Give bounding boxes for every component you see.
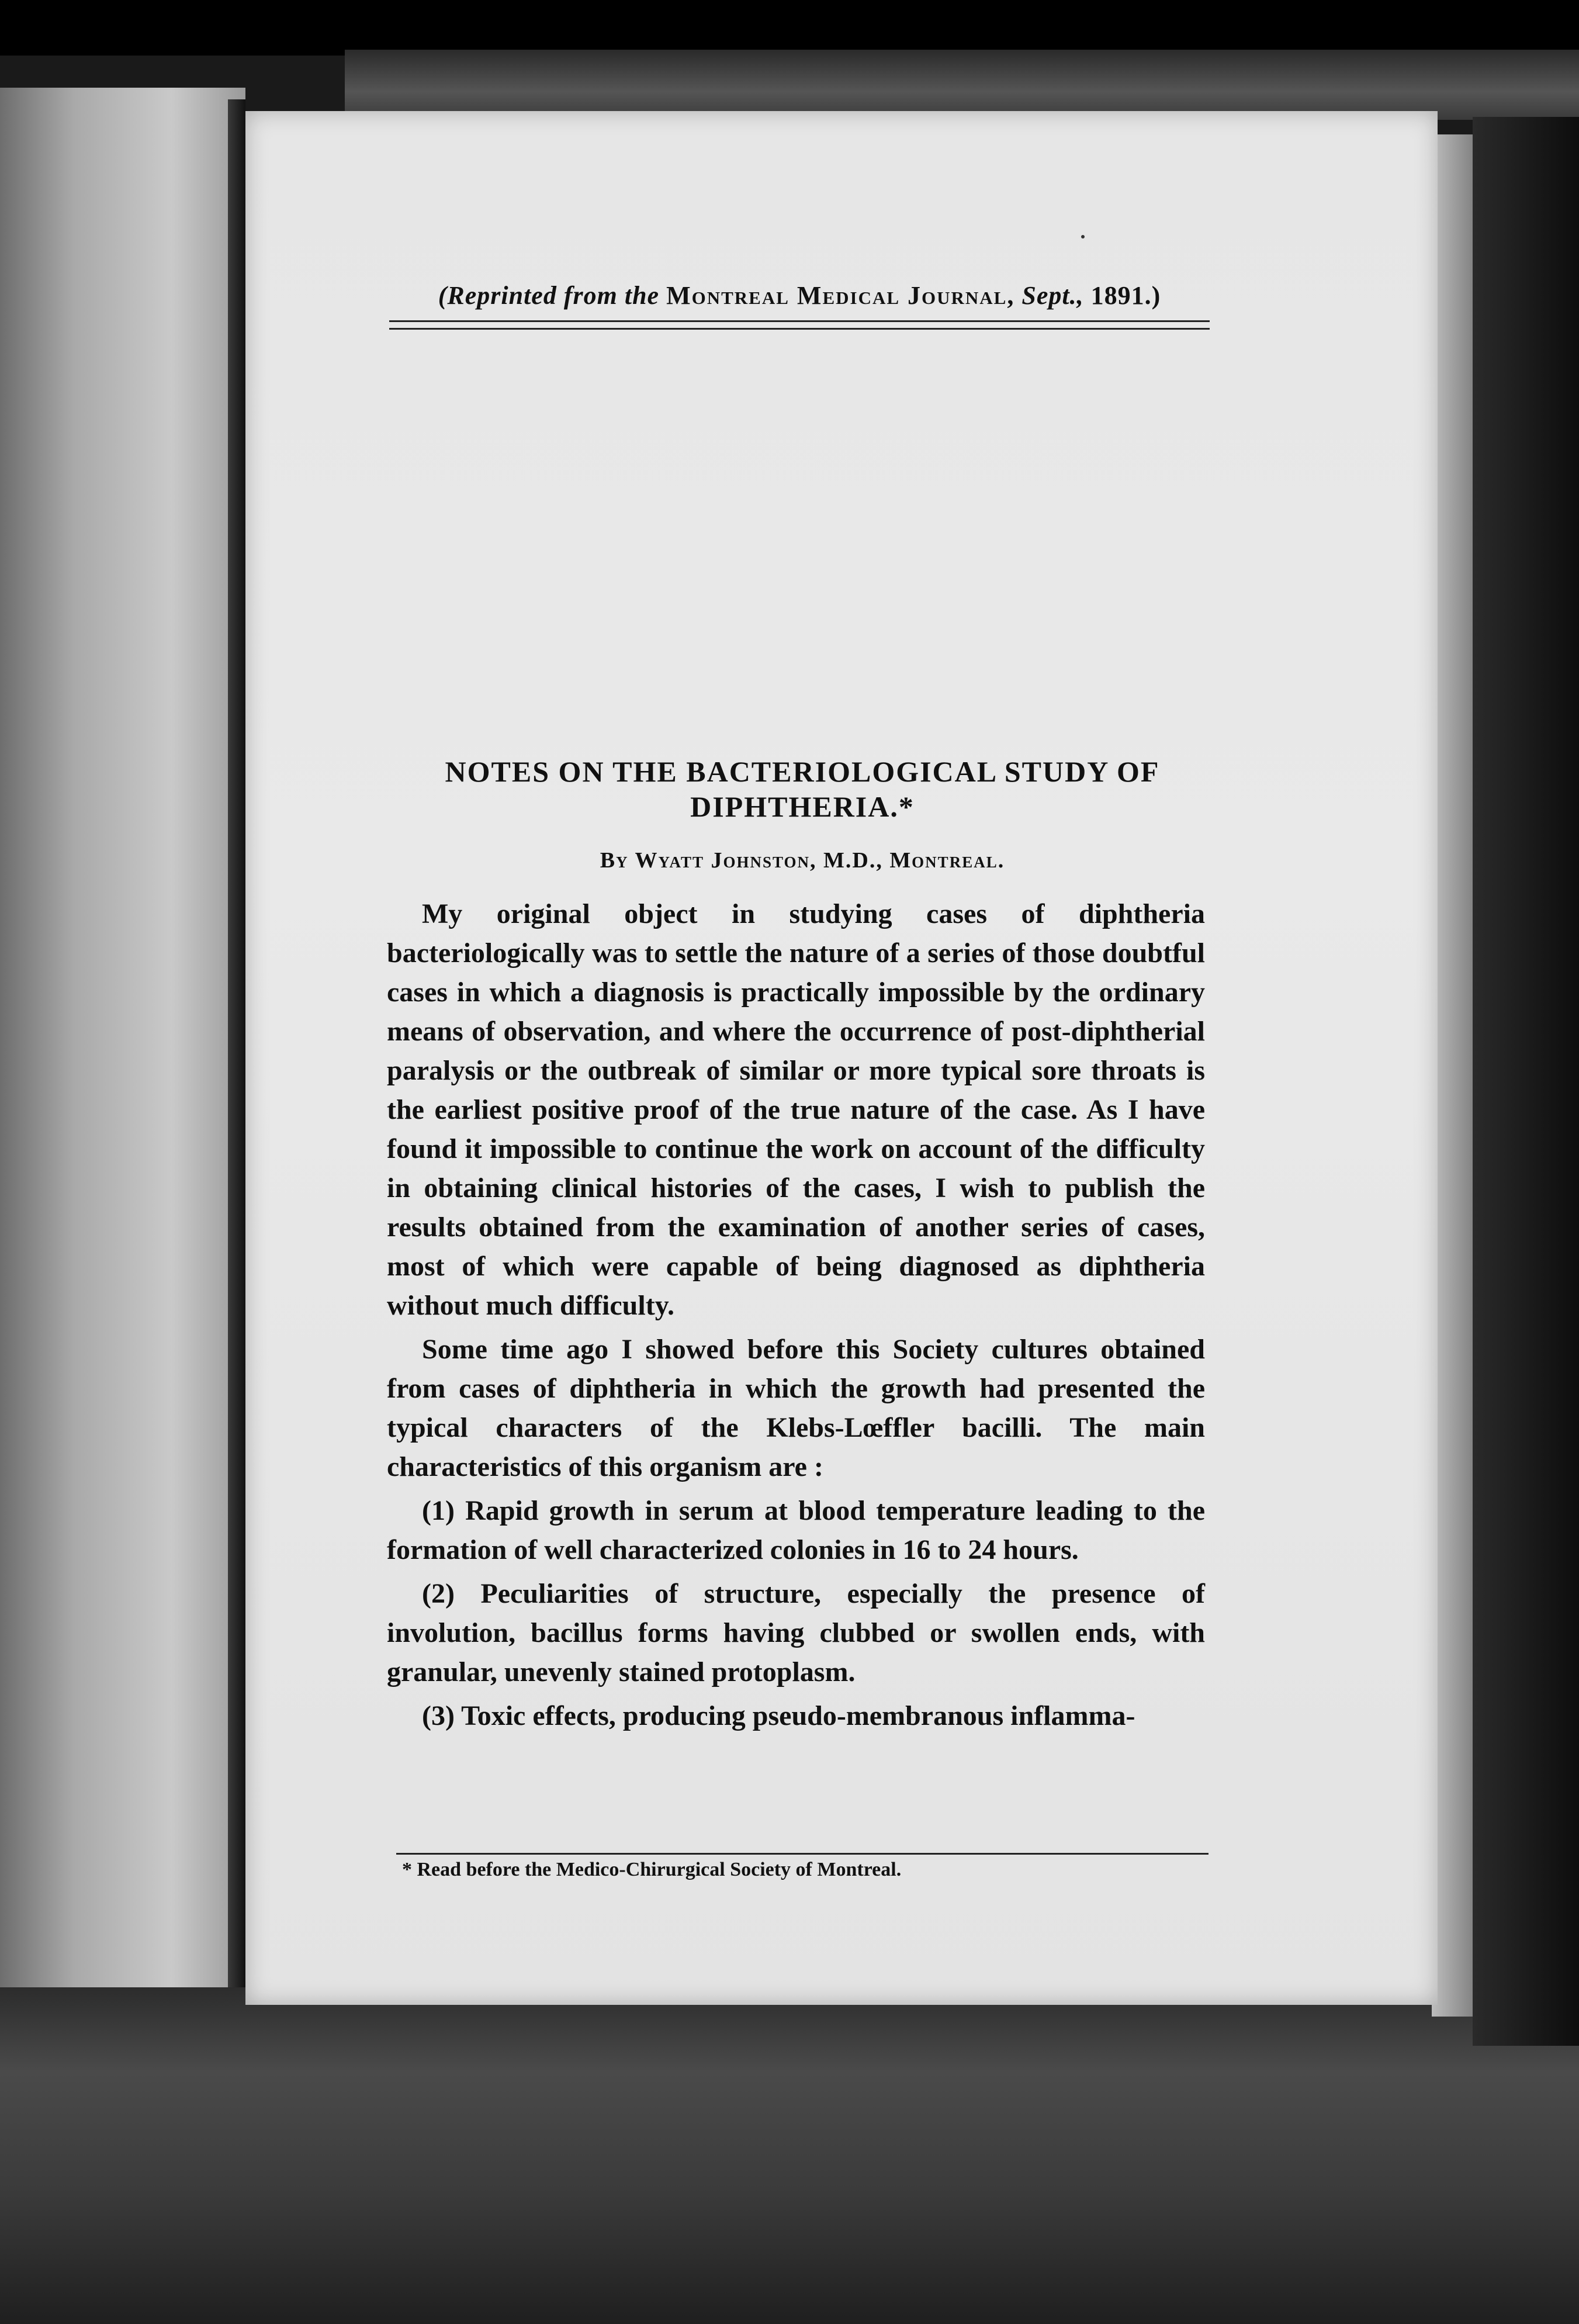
document-page <box>245 111 1438 2005</box>
page-stack-edge <box>1432 134 1478 2017</box>
footnote: * Read before the Medico-Chirurgical Society of Montreal. <box>402 1859 902 1880</box>
article-body <box>387 894 1205 1735</box>
paragraph-intro: My original object in studying cases of diphtheria bacteriologically was to settle the nature of a series of those doubtful cases in which a diagnosis is practically impossible by the ordinary means of observation, and where the occurrence of post-diphtherial paralysis or the outbreak of similar or more typical sore throats is the earliest positive proof of the true nature of the case. As I have found it impossible to continue the work on account of the difficulty in obtaining clinical histories of the cases, I wish to publish the results obtained from the examination of another series of cases, most of which were capable of being diagnosed as diphtheria without much difficulty. <box>387 898 1205 1321</box>
article-title <box>396 754 1209 824</box>
paragraph-item-2: (2) Peculiarities of structure, especially the presence of involution, bacillus forms having clubbed or swollen ends, with granular, unevenly stained protoplasm. <box>387 1578 1205 1687</box>
paragraph-characteristics: Some time ago I showed before this Society cultures obtained from cases of diphtheria in which the growth had presented the typical characters of the Klebs-Lœffler bacilli. The main characteristics of this organism are : <box>387 1334 1205 1482</box>
header-double-rule <box>389 320 1210 330</box>
reprint-open-paren: ( <box>438 281 448 310</box>
author-byline: By Wyatt Johnston, M.D., Montreal. <box>600 848 1005 873</box>
speck <box>1081 235 1085 238</box>
title-line-2: DIPHTHERIA.* <box>690 790 915 823</box>
previous-page-edge <box>0 88 245 2017</box>
journal-month: Sept., <box>1021 281 1084 310</box>
scan-shadow-band <box>345 50 1579 120</box>
journal-name: Montreal Medical Journal, <box>666 281 1015 310</box>
journal-year: 1891.) <box>1090 281 1161 310</box>
scan-border-top <box>0 0 1579 56</box>
reprint-source-label: Reprinted from the <box>447 281 660 310</box>
reprint-notice <box>396 281 1203 310</box>
scan-border-right <box>1473 117 1579 2046</box>
footnote-rule <box>396 1853 1209 1855</box>
scan-border-bottom <box>0 1987 1579 2324</box>
binding-gutter <box>228 99 245 1999</box>
paragraph-item-1: (1) Rapid growth in serum at blood temperature leading to the formation of well characterized colonies in 16 to 24 hours. <box>387 1495 1205 1565</box>
paragraph-item-3: (3) Toxic effects, producing pseudo-membranous inflamma- <box>422 1700 1135 1731</box>
title-line-1: NOTES ON THE BACTERIOLOGICAL STUDY OF <box>445 755 1160 788</box>
